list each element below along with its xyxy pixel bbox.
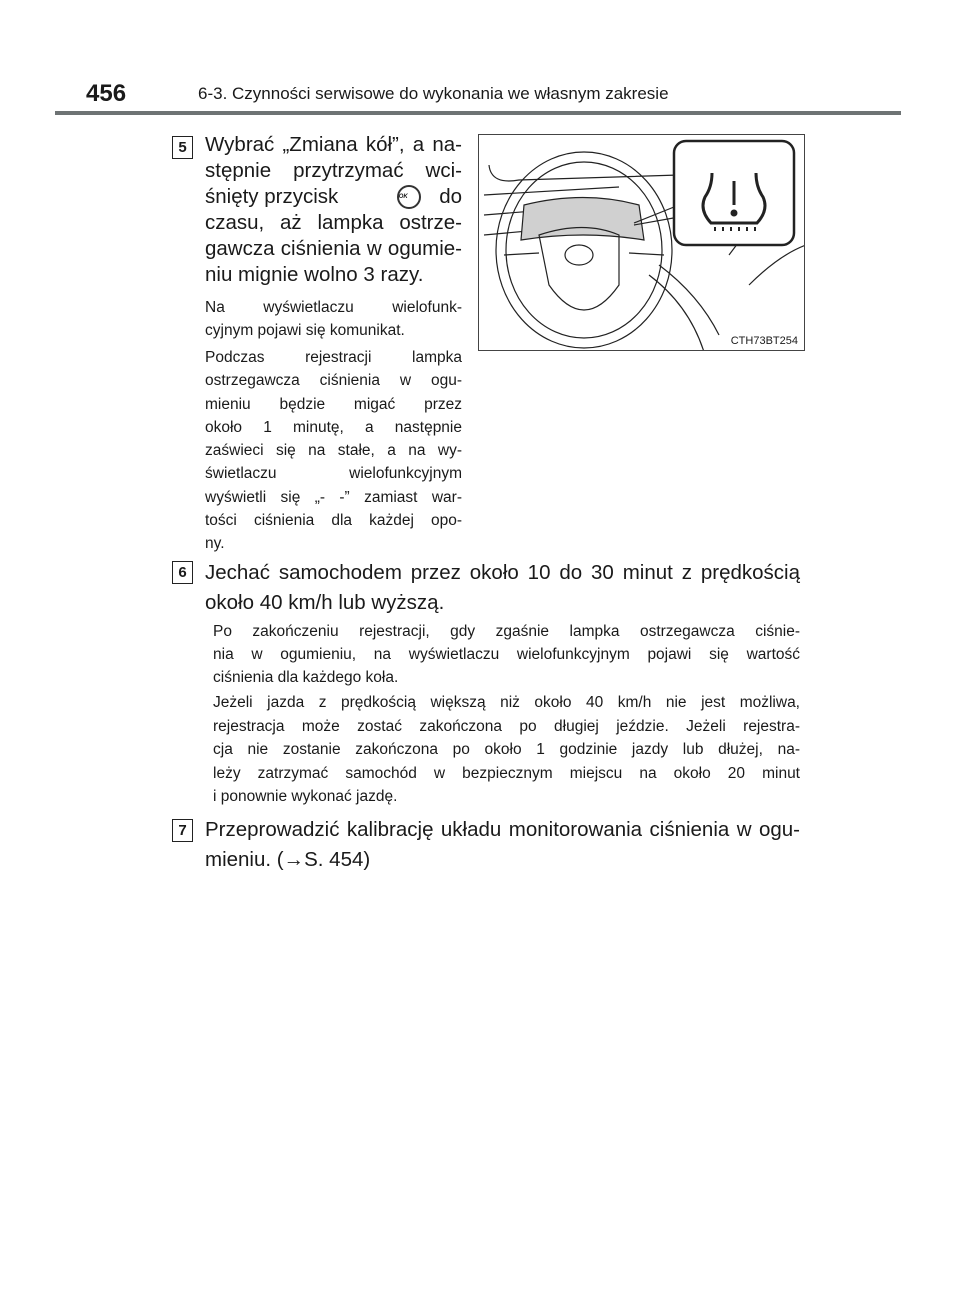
text-fragment: do [439,185,462,208]
step-number-6: 6 [172,561,193,584]
header-rule [55,111,901,115]
step-5-note-1 [205,296,462,342]
text-line: leży zatrzymać samochód w bezpiecznym miejscu na około 20 minut [213,764,800,782]
dashboard-illustration [478,134,805,351]
text-line: około 40 km/h lub wyższą. [205,591,445,614]
text-line: Po zakończeniu rejestracji, gdy zgaśnie lampka ostrzegawcza ciśnie- [213,623,800,640]
text-line: rejestracja może zostać zakończona po długiej jeździe. Jeżeli rejestra- [213,717,800,735]
text-line: ny. [205,535,225,553]
text-line: Wybrać „Zmiana kół”, a na- [205,133,462,156]
section-title: 6-3. Czynności serwisowe do wykonania we własnym zakresie [198,84,669,103]
text-line: zaświeci się na stałe, a na wy- [205,442,462,460]
text-line: ciśnienia dla każdego koła. [213,669,399,686]
page-number: 456 [86,80,127,107]
text-line: Przeprowadzić kalibrację układu monitorowania ciśnienia w ogu- [205,818,800,841]
step-6-text [205,558,800,618]
step-5-note-2 [205,346,462,556]
text-line: mieniu będzie migać przez [205,395,462,413]
step-6-note-2 [213,691,800,809]
text-line: ostrzegawcza ciśnienia w ogu- [205,372,462,390]
text-line: świetlaczu wielofunkcyjnym [205,465,462,483]
text-line: gawcza ciśnienia w ogumie- [205,237,462,260]
text-line: niu mignie wolno 3 razy. [205,263,424,286]
figure-code: CTH73BT254 [730,335,798,347]
ok-button-icon: OK [397,185,421,209]
step-number-7: 7 [172,819,193,842]
page-reference-link[interactable]: mieniu. (→S. 454) [205,848,371,871]
text-line: tości ciśnienia dla każdej opo- [205,512,462,530]
text-line: czasu, aż lampka ostrze- [205,211,462,234]
step-7-text [205,815,800,875]
text-line: około 1 minutę, a następnie [205,418,462,436]
text-line: Jeżeli jazda z prędkością większą niż około 40 km/h nie jest możliwa, [213,694,800,711]
step-6-note-1 [213,620,800,689]
text-line: Podczas rejestracji lampka [205,349,462,366]
text-line: Jechać samochodem przez około 10 do 30 minut z prędkością [205,561,800,584]
text-line: nia w ogumieniu, na wyświetlaczu wielofunkcyjnym pojawi się wartość [213,646,800,663]
text-line: i ponownie wykonać jazdę. [213,788,398,805]
text-line: cja nie zostanie zakończona po około 1 godzinie jazdy lub dłużej, na- [213,741,800,758]
text-line [205,184,462,210]
step-number-5: 5 [172,136,193,159]
text-fragment: śnięty przycisk [205,185,339,208]
text-line: cyjnym pojawi się komunikat. [205,322,405,339]
text-line: stępnie przytrzymać wci- [205,159,462,182]
text-line: wyświetli się „- -” zamiast war- [205,488,462,506]
step-5-text [205,132,462,288]
text-line: Na wyświetlaczu wielofunk- [205,299,462,316]
